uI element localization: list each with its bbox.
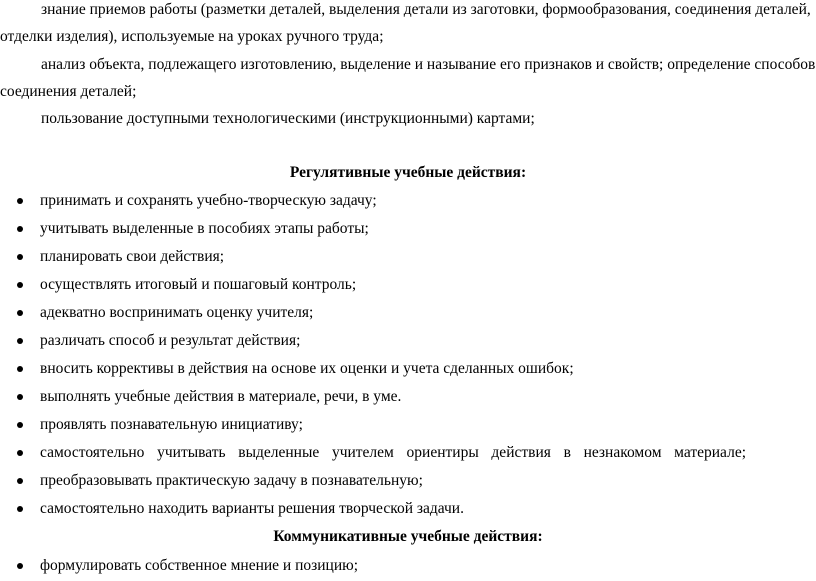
intro-p2-line2: соединения деталей; [0,83,137,100]
list-item-text: планировать свои действия; [40,248,225,265]
list-item-text: принимать и сохранять учебно-творческую задачу; [40,192,377,209]
list-item-text: учитывать выделенные в пособиях этапы работы; [40,220,369,237]
list-item-text: самостоятельно учитывать выделенные учителем ориентиры действия в незнакомом материале; [40,444,746,461]
list-item-text: формулировать собственное мнение и позицию; [40,557,359,574]
bullet-icon [17,506,23,512]
list-item-text: самостоятельно находить варианты решения творческой задачи. [40,500,464,517]
bullet-icon [17,450,23,456]
bullet-icon [17,422,23,428]
bullet-icon [17,563,23,569]
bullet-icon [17,394,23,400]
bullet-icon [17,366,23,372]
bullet-icon [17,478,23,484]
list-item-text: выполнять учебные действия в материале, речи, в уме. [40,388,402,405]
communicative-heading: Коммуникативные учебные действия: [273,528,543,545]
intro-p1-line1: знание приемов работы (разметки деталей, выделения детали из заготовки, формообразования, соединения деталей, [41,1,811,18]
bullet-icon [17,338,23,344]
intro-p2-line1: анализ объекта, подлежащего изготовлению, выделение и называние его признаков и свойств; определение способов [41,56,816,73]
list-item-text: адекватно воспринимать оценку учителя; [40,304,314,321]
list-item-text: различать способ и результат действия; [40,332,301,349]
list-item-text: вносить коррективы в действия на основе их оценки и учета сделанных ошибок; [40,360,574,377]
bullet-icon [17,310,23,316]
bullet-icon [17,254,23,260]
bullet-icon [17,282,23,288]
intro-p3-line1: пользование доступными технологическими (инструкционными) картами; [41,110,535,127]
intro-p1-line2: отделки изделия), используемые на уроках ручного труда; [0,28,384,45]
list-item-text: проявлять познавательную инициативу; [40,416,303,433]
list-item-text: преобразовывать практическую задачу в познавательную; [40,472,423,489]
list-item-text: осуществлять итоговый и пошаговый контроль; [40,276,357,293]
bullet-icon [17,198,23,204]
bullet-icon [17,226,23,232]
regulative-heading: Регулятивные учебные действия: [289,164,527,181]
